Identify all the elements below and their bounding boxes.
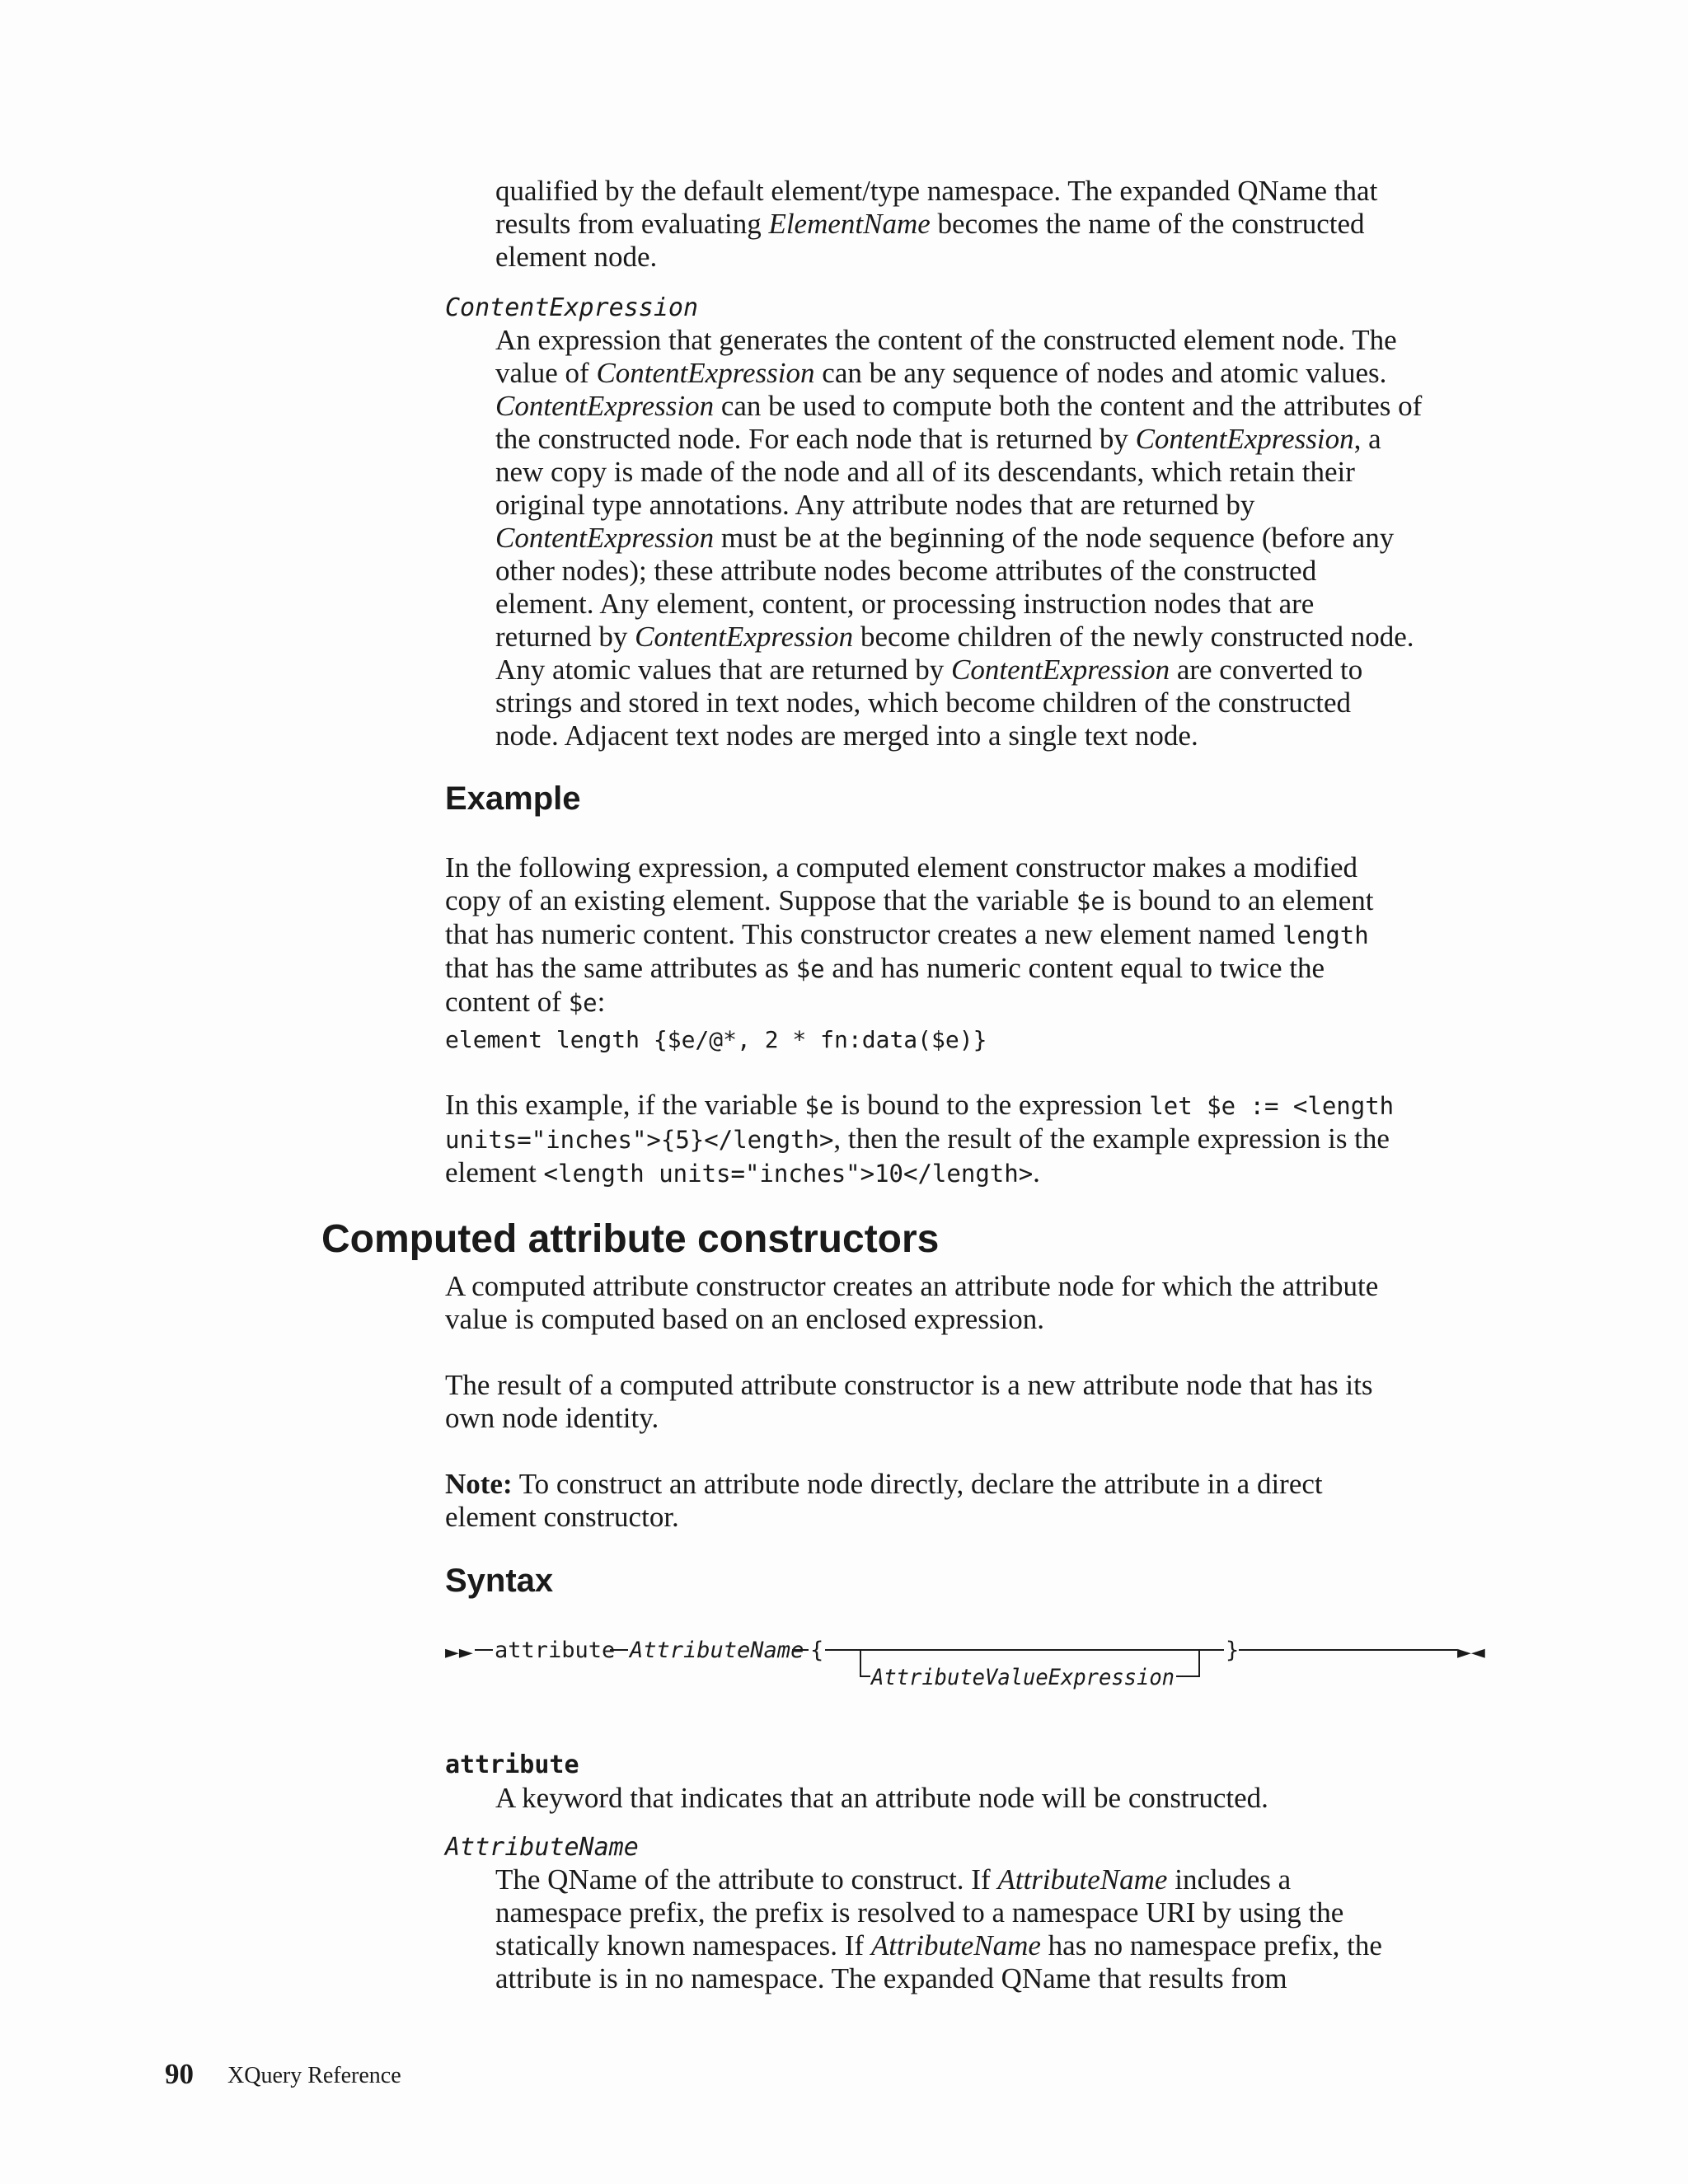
syntax-end-symbol: ►◄: [1457, 1643, 1485, 1663]
footer-title: XQuery Reference: [227, 2063, 401, 2088]
attribute-name-line-4: attribute is in no namespace. The expanded QName that results from: [495, 1962, 1287, 1994]
content-expression-line: node. Adjacent text nodes are merged into a single text node.: [495, 719, 1198, 752]
syntax-heading: Syntax: [445, 1563, 554, 1599]
syntax-attribute-name: AttributeName: [630, 1638, 804, 1663]
top-line-1: qualified by the default element/type namespace. The expanded QName that: [495, 175, 1378, 207]
top-line-2: results from evaluating ElementName becomes the name of the constructed: [495, 208, 1365, 240]
syntax-branch-right: [1176, 1650, 1199, 1676]
example-p1-line-3: that has numeric content. This constructor creates a new element named length: [445, 918, 1369, 950]
example-p2-line-3: element <length units="inches">10</length>.: [445, 1156, 1040, 1188]
content-expression-line: returned by ContentExpression become children of the newly constructed node.: [495, 621, 1414, 653]
note-paragraph: [445, 1468, 1517, 1534]
example-p2-line-2: units="inches">{5}</length>, then the result of the example expression is the: [445, 1122, 1390, 1155]
attribute-name-description: [495, 1863, 1509, 1995]
syntax-branch-left: [860, 1650, 870, 1676]
attribute-name-line-2: namespace prefix, the prefix is resolved to a namespace URI by using the: [495, 1896, 1344, 1929]
content-expression-line: An expression that generates the content of the constructed element node. The: [495, 324, 1397, 356]
syntax-keyword: attribute: [495, 1638, 616, 1663]
section-p2-line-2: own node identity.: [445, 1402, 659, 1434]
example-p2-line-1: In this example, if the variable $e is bound to the expression let $e := <length: [445, 1089, 1395, 1121]
note-line-2: element constructor.: [445, 1501, 679, 1533]
syntax-optional-expression: AttributeValueExpression: [870, 1665, 1175, 1690]
example-heading: Example: [445, 780, 581, 817]
content-expression-line: the constructed node. For each node that is returned by ContentExpression, a: [495, 423, 1381, 455]
note-label: Note:: [445, 1468, 513, 1500]
content-expression-line: strings and stored in text nodes, which become children of the constructed: [495, 687, 1352, 719]
content-expression-line: Any atomic values that are returned by ContentExpression are converted to: [495, 654, 1363, 686]
example-p1-line-5: content of $e:: [445, 986, 606, 1018]
syntax-diagram: [445, 1630, 1500, 1704]
syntax-open-brace: {: [810, 1638, 824, 1663]
attribute-name-line-3: statically known namespaces. If AttributeName has no namespace prefix, the: [495, 1929, 1382, 1961]
section-paragraph-2: [445, 1369, 1517, 1435]
example-paragraph-1: [445, 851, 1517, 1019]
section-p1-line-2: value is computed based on an enclosed expression.: [445, 1303, 1045, 1335]
attribute-term: attribute: [445, 1750, 579, 1779]
attribute-description: A keyword that indicates that an attribute node will be constructed.: [495, 1782, 1268, 1814]
section-paragraph-1: [445, 1270, 1517, 1336]
content-expression-line: element. Any element, content, or processing instruction nodes that are: [495, 588, 1315, 620]
content-expression-line: other nodes); these attribute nodes become attributes of the constructed: [495, 555, 1317, 587]
example-p1-line-1: In the following expression, a computed element constructor makes a modified: [445, 851, 1358, 883]
content-expression-line: original type annotations. Any attribute nodes that are returned by: [495, 489, 1255, 521]
example-p1-line-4: that has the same attributes as $e and has numeric content equal to twice the: [445, 952, 1325, 984]
example-code: element length {$e/@*, 2 * fn:data($e)}: [445, 1026, 987, 1053]
syntax-close-brace: }: [1226, 1638, 1240, 1663]
content-expression-line: new copy is made of the node and all of its descendants, which retain their: [495, 456, 1355, 488]
attribute-name-term: AttributeName: [445, 1833, 639, 1862]
note-line-1: Note: To construct an attribute node directly, declare the attribute in a direct: [445, 1468, 1323, 1500]
section-p2-line-1: The result of a computed attribute constructor is a new attribute node that has its: [445, 1369, 1373, 1401]
example-paragraph-2: [445, 1089, 1517, 1190]
content-expression-line: value of ContentExpression can be any sequence of nodes and atomic values.: [495, 357, 1387, 389]
attribute-name-line-1: The QName of the attribute to construct. If AttributeName includes a: [495, 1863, 1292, 1896]
syntax-start-symbol: ►►: [445, 1643, 473, 1663]
page-number: 90: [165, 2058, 194, 2090]
content-expression-line: ContentExpression can be used to compute both the content and the attributes of: [495, 390, 1423, 422]
example-p1-line-2: copy of an existing element. Suppose that the variable $e is bound to an element: [445, 884, 1374, 916]
top-line-3: element node.: [495, 241, 658, 273]
content-expression-term: ContentExpression: [445, 293, 699, 322]
section-p1-line-1: A computed attribute constructor creates an attribute node for which the attribute: [445, 1270, 1379, 1302]
content-expression-description: [495, 324, 1509, 752]
top-paragraph: [495, 175, 1509, 274]
section-heading: Computed attribute constructors: [321, 1217, 940, 1261]
content-expression-line: ContentExpression must be at the beginning of the node sequence (before any: [495, 522, 1395, 554]
